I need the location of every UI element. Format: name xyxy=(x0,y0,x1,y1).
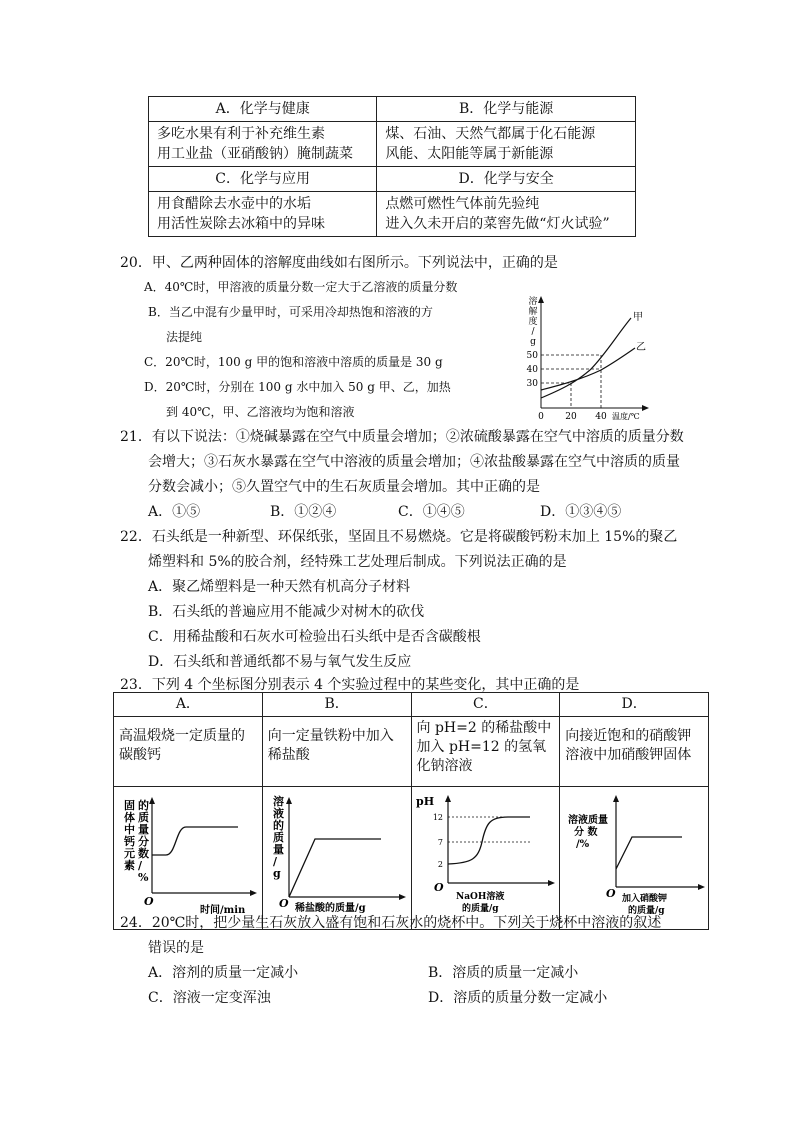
q19-cell-c xyxy=(149,192,377,237)
q21-line1: 21．有以下说法：①烧碱暴露在空气中质量会增加；②浓硫酸暴露在空气中溶质的质量分数 xyxy=(120,429,684,445)
q22-option-b: B．石头纸的普遍应用不能减少对树木的砍伐 xyxy=(148,604,425,620)
q20-ytick-30: 30 xyxy=(526,379,538,389)
q23-graph-c-ylabel: pH xyxy=(415,795,434,808)
q19-header-c: C．化学与应用 xyxy=(149,167,377,192)
q23-graph-c-cell xyxy=(411,787,560,930)
q23-desc-a: 高温煅烧一定质量的碳酸钙 xyxy=(114,717,263,787)
q19-header-b: B．化学与能源 xyxy=(377,97,636,122)
q23-graph-c-tick-12: 12 xyxy=(432,813,443,822)
q24-line2: 错误的是 xyxy=(148,940,204,956)
q20-option-a: A．40℃时，甲溶液的质量分数一定大于乙溶液的质量分数 xyxy=(144,280,458,294)
q20-ytick-50: 50 xyxy=(526,351,538,361)
q23-desc-b: 向一定量铁粉中加入稀盐酸 xyxy=(262,717,411,787)
q23-graph-c-origin: O xyxy=(433,881,444,894)
q19-b-line1: 煤、石油、天然气都属于化石能源 xyxy=(385,126,596,142)
q23-graph-a-cell xyxy=(114,787,263,930)
q23-graph-b-origin: O xyxy=(278,897,289,910)
q23-graph-b xyxy=(263,787,411,923)
q20-y-arrow xyxy=(538,296,544,303)
q19-b-line2: 风能、太阳能等属于新能源 xyxy=(385,146,554,162)
q19-header-d: D．化学与安全 xyxy=(377,167,636,192)
q23-graph-d-ylabel: 溶液质量分 数/% xyxy=(568,815,609,850)
q23-header-b: B． xyxy=(262,693,411,717)
q20-option-d-line1: D．20℃时，分别在 100 g 水中加入 50 g 甲、乙，加热 xyxy=(144,380,451,394)
q23-graph-c-xlabel2: 的质量/g xyxy=(461,904,499,914)
q20-x-arrow xyxy=(642,405,649,411)
q19-c-line2: 用活性炭除去冰箱中的异味 xyxy=(157,216,325,232)
q23-desc-d: 向接近饱和的硝酸钾溶液中加硝酸钾固体 xyxy=(560,717,709,787)
q23-graph-b-ylabel: 溶液的质量/ g xyxy=(272,795,284,880)
q20-y-label: 溶解度/ g xyxy=(528,297,538,347)
q21-option-b: B．①②④ xyxy=(270,504,337,520)
q20-option-d-line2: 到 40℃，甲、乙溶液均为饱和溶液 xyxy=(166,405,355,419)
q21-line3: 分数会减小；⑤久置空气中的生石灰质量会增加。其中正确的是 xyxy=(148,479,540,495)
q23-graph-d xyxy=(560,787,708,923)
q24-line1: 24．20℃时，把少量生石灰放入盛有饱和石灰水的烧杯中。下列关于烧杯中溶液的叙述 xyxy=(120,915,662,931)
q23-graph-a-ylabel: 固体中钙元素 xyxy=(124,799,135,872)
q23-graph-c-curve xyxy=(448,817,530,864)
q22-line1: 22．石头纸是一种新型、环保纸张，坚固且不易燃烧。它是将碳酸钙粉末加上 15%的聚乙 xyxy=(120,529,678,545)
q19-header-a: A．化学与健康 xyxy=(149,97,377,122)
q23-graph-a-origin: O xyxy=(144,895,154,908)
q19-c-line1: 用食醋除去水壶中的水垢 xyxy=(157,196,311,212)
q20-x-label: 温度/℃ xyxy=(612,412,640,421)
q23-header-d: D． xyxy=(560,693,709,717)
q23-header-c: C． xyxy=(411,693,560,717)
q20-option-c: C．20℃时，100 g 甲的饱和溶液中溶质的质量是 30 g xyxy=(144,355,443,369)
q23-graph-a xyxy=(114,787,262,923)
q22-option-a: A．聚乙烯塑料是一种天然有机高分子材料 xyxy=(148,579,411,595)
q23-table xyxy=(113,692,709,930)
q23-graph-d-xlabel2: 的质量/g xyxy=(628,906,665,916)
q21-line2: 会增大；③石灰水暴露在空气中溶液的质量会增加；④浓盐酸暴露在空气中溶质的质量 xyxy=(148,454,680,470)
q20-xtick-20: 20 xyxy=(565,412,577,422)
q20-option-b-line1: B．当乙中混有少量甲时，可采用冷却热饱和溶液的方 xyxy=(148,305,433,319)
q23-desc-c: 向 pH=2 的稀盐酸中加入 pH=12 的氢氧化钠溶液 xyxy=(411,717,560,787)
q21-option-c: C．①④⑤ xyxy=(398,504,465,520)
q20-ytick-40: 40 xyxy=(526,365,538,375)
q23-graph-b-xlabel: 稀盐酸的质量/g xyxy=(294,903,366,914)
q20-xtick-0: 0 xyxy=(538,412,544,422)
q23-graph-b-cell xyxy=(262,787,411,930)
q23-graph-d-cell xyxy=(560,787,709,930)
q20-option-b-line2: 法提纯 xyxy=(166,330,203,344)
q22-option-d: D．石头纸和普通纸都不易与氧气发生反应 xyxy=(148,654,412,670)
q19-cell-b xyxy=(377,122,636,167)
q20-stem: 20．甲、乙两种固体的溶解度曲线如右图所示。下列说法中，正确的是 xyxy=(120,255,558,271)
q21-option-a: A．①⑤ xyxy=(148,504,201,520)
svg-text:的质量分数/%: 的质量分数/ % xyxy=(138,799,149,884)
q23-header-a: A． xyxy=(114,693,263,717)
q19-cell-d xyxy=(377,192,636,237)
q20-label-jia: 甲 xyxy=(633,312,643,323)
q21-option-d: D．①③④⑤ xyxy=(540,504,622,520)
q23-graph-c-xlabel1: NaOH溶液 xyxy=(455,892,504,902)
q24-option-d: D．溶质的质量分数一定减小 xyxy=(428,990,608,1006)
q23-graph-c-tick-7: 7 xyxy=(437,838,443,847)
q24-option-a: A．溶剂的质量一定减小 xyxy=(148,965,299,981)
q22-line2: 烯塑料和 5%的胶合剂，经特殊工艺处理后制成。下列说法正确的是 xyxy=(148,554,567,570)
q23-graph-b-curve xyxy=(289,839,381,897)
q20-solubility-graph xyxy=(505,290,665,425)
q23-graph-d-origin: O xyxy=(606,887,616,900)
q23-graph-c xyxy=(412,787,560,923)
q24-option-b: B．溶质的质量一定减小 xyxy=(428,965,579,981)
q23-graph-d-curve xyxy=(616,837,682,869)
q20-xtick-40: 40 xyxy=(595,412,607,422)
q19-table xyxy=(148,96,636,237)
q22-option-c: C．用稀盐酸和石灰水可检验出石头纸中是否含碳酸根 xyxy=(148,629,481,645)
q23-graph-c-tick-2: 2 xyxy=(437,860,443,869)
q23-graph-a-xlabel: 时间/min xyxy=(200,905,246,916)
q23-graph-a-curve xyxy=(152,827,238,855)
q24-option-c: C．溶液一定变浑浊 xyxy=(148,990,271,1006)
q19-cell-a xyxy=(149,122,377,167)
q19-d-line1: 点燃可燃性气体前先验纯 xyxy=(385,196,540,212)
q20-label-yi: 乙 xyxy=(636,342,646,353)
q19-a-line1: 多吃水果有利于补充维生素 xyxy=(157,126,325,142)
q23-stem: 23．下列 4 个坐标图分别表示 4 个实验过程中的某些变化，其中正确的是 xyxy=(120,677,580,693)
q23-graph-d-xlabel1: 加入硝酸钾 xyxy=(622,894,668,904)
q19-d-line2: 进入久未开启的菜窖先做“灯火试验” xyxy=(385,216,610,232)
q19-a-line2: 用工业盐（亚硝酸钠）腌制蔬菜 xyxy=(157,146,353,162)
